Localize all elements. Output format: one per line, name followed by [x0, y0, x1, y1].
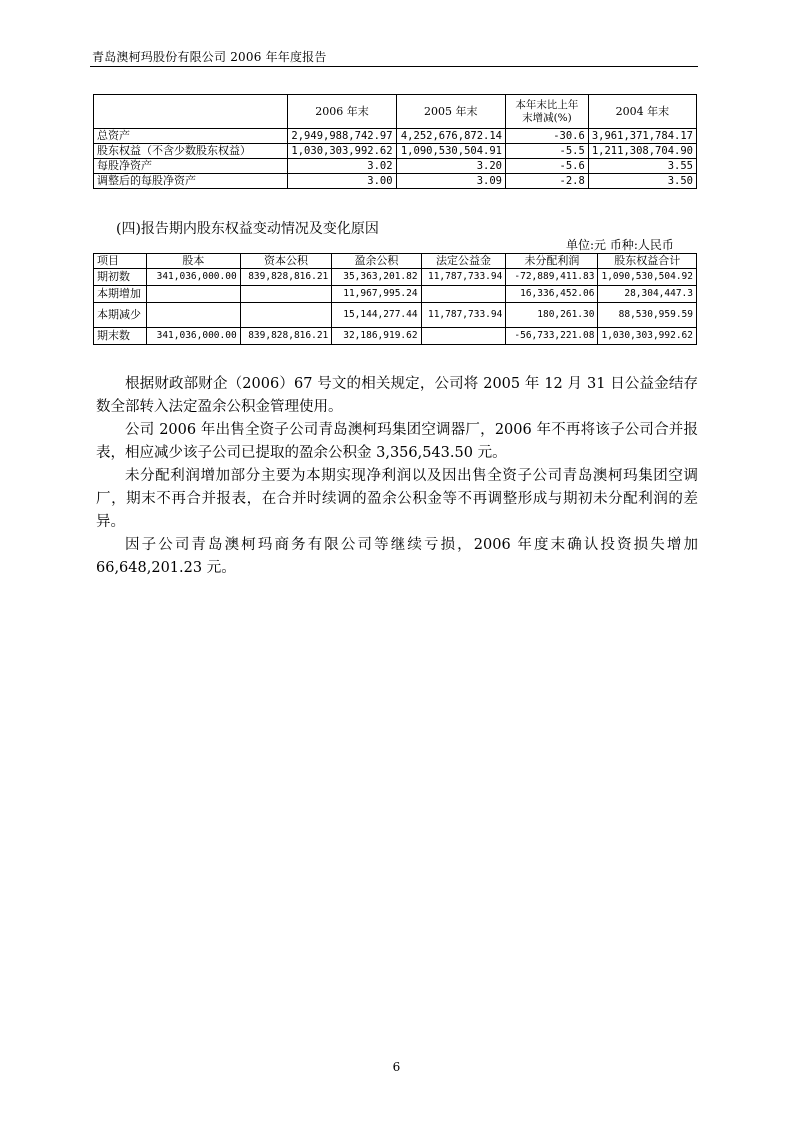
table-cell	[147, 303, 241, 328]
table-cell: 32,186,919.62	[332, 328, 421, 345]
section-title: (四)报告期内股东权益变动情况及变化原因	[116, 221, 379, 237]
table-cell	[421, 286, 506, 303]
header-rule	[90, 66, 698, 67]
table-cell: 341,036,000.00	[147, 269, 241, 286]
row-label: 本期减少	[94, 303, 147, 328]
table-cell: 1,030,303,992.62	[288, 144, 396, 159]
table-row	[94, 159, 697, 174]
table-cell: -56,733,221.08	[506, 328, 598, 345]
row-label: 调整后的每股净资产	[94, 174, 288, 189]
table-row	[94, 286, 697, 303]
table-cell: 1,090,530,504.92	[598, 269, 697, 286]
row-label: 本期增加	[94, 286, 147, 303]
table-header-cell: 盈余公积	[332, 254, 421, 269]
table-header-row	[94, 254, 697, 269]
paragraph: 因子公司青岛澳柯玛商务有限公司等继续亏损，2006 年度末确认投资损失增加 66,648,201.23 元。	[96, 537, 698, 576]
unit-note: 单位:元 币种:人民币	[566, 238, 674, 252]
table-row	[94, 144, 697, 159]
row-label: 期初数	[94, 269, 147, 286]
table-header-cell: 股东权益合计	[598, 254, 697, 269]
table-header-cell: 2005 年末	[396, 95, 505, 129]
table-row	[94, 129, 697, 144]
table-cell: 1,030,303,992.62	[598, 328, 697, 345]
table-cell: 28,304,447.3	[598, 286, 697, 303]
table-row	[94, 303, 697, 328]
table-header-cell: 2004 年末	[588, 95, 696, 129]
table-header-cell	[94, 95, 288, 129]
table-cell: 1,090,530,504.91	[396, 144, 505, 159]
page-number: 6	[392, 1060, 401, 1074]
body-text	[96, 373, 698, 580]
row-label: 每股净资产	[94, 159, 288, 174]
table-cell: 16,336,452.06	[506, 286, 598, 303]
table-cell	[240, 303, 332, 328]
table-cell: -2.8	[506, 174, 589, 189]
row-label: 总资产	[94, 129, 288, 144]
financial-summary-table	[93, 94, 697, 189]
header-change-line2: 末增减(%)	[522, 111, 572, 124]
paragraph: 公司 2006 年出售全资子公司青岛澳柯玛集团空调器厂，2006 年不再将该子公司合并报表，相应减少该子公司已提取的盈余公积金 3,356,543.50 元。	[96, 422, 698, 461]
table-cell: 3.55	[588, 159, 696, 174]
table-row	[94, 174, 697, 189]
table-cell: 15,144,277.44	[332, 303, 421, 328]
equity-change-table	[93, 253, 697, 345]
table-cell: 839,828,816.21	[240, 269, 332, 286]
table-cell: -5.6	[506, 159, 589, 174]
table-header-cell: 2006 年末	[288, 95, 396, 129]
paragraph: 根据财政部财企（2006）67 号文的相关规定，公司将 2005 年 12 月 31 日公益金结存数全部转入法定盈余公积金管理使用。	[96, 376, 698, 415]
paragraph: 未分配利润增加部分主要为本期实现净利润以及因出售全资子公司青岛澳柯玛集团空调厂，期末不再合并报表，在合并时续调的盈余公积金等不再调整形成与期初未分配利润的差异。	[96, 468, 698, 530]
table-header-cell: 法定公益金	[421, 254, 506, 269]
table-header-cell: 资本公积	[240, 254, 332, 269]
table-cell: 839,828,816.21	[240, 328, 332, 345]
page-header: 青岛澳柯玛股份有限公司 2006 年年度报告	[92, 50, 327, 64]
table-cell: 3.50	[588, 174, 696, 189]
table-row	[94, 269, 697, 286]
table-cell: -5.5	[506, 144, 589, 159]
table-row	[94, 328, 697, 345]
table-cell: 88,530,959.59	[598, 303, 697, 328]
table-cell: 11,967,995.24	[332, 286, 421, 303]
table-header-cell	[506, 95, 589, 129]
table-cell: 11,787,733.94	[421, 303, 506, 328]
table-cell: 3.20	[396, 159, 505, 174]
row-label: 期末数	[94, 328, 147, 345]
table-cell: 35,363,201.82	[332, 269, 421, 286]
table-cell	[240, 286, 332, 303]
table-cell: 341,036,000.00	[147, 328, 241, 345]
table-cell: 3.09	[396, 174, 505, 189]
table-cell: 11,787,733.94	[421, 269, 506, 286]
table-cell: 180,261.30	[506, 303, 598, 328]
table-header-cell: 未分配利润	[506, 254, 598, 269]
table-cell: 3,961,371,784.17	[588, 129, 696, 144]
table-cell: 3.02	[288, 159, 396, 174]
table-cell: 2,949,988,742.97	[288, 129, 396, 144]
row-label: 股东权益（不含少数股东权益）	[94, 144, 288, 159]
table-cell: -72,889,411.83	[506, 269, 598, 286]
table-cell	[147, 286, 241, 303]
table-header-cell: 项目	[94, 254, 147, 269]
table-cell: 1,211,308,704.90	[588, 144, 696, 159]
header-change-line1: 本年末比上年	[515, 98, 579, 111]
table-cell: 4,252,676,872.14	[396, 129, 505, 144]
table-header-row	[94, 95, 697, 129]
table-cell: 3.00	[288, 174, 396, 189]
table-header-cell: 股本	[147, 254, 241, 269]
table-cell	[421, 328, 506, 345]
table-cell: -30.6	[506, 129, 589, 144]
